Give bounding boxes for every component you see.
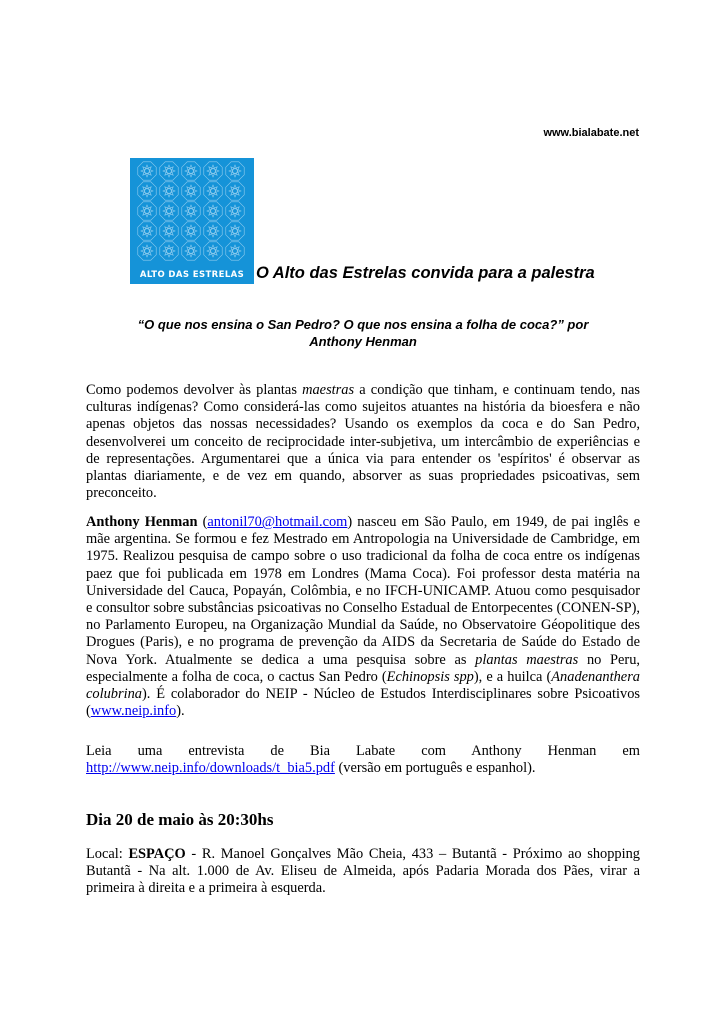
- talk-title: [86, 316, 640, 350]
- pattern-star: [141, 165, 153, 177]
- pattern-star: [185, 205, 197, 217]
- interview-pdf-link[interactable]: http://www.neip.info/downloads/t_bia5.pdf: [86, 760, 335, 777]
- logo-text: ALTO DAS ESTRELAS: [139, 270, 245, 280]
- abstract-text: Como podemos devolver às plantas: [86, 382, 303, 398]
- pattern-star: [163, 185, 175, 197]
- pattern-star: [163, 245, 175, 257]
- bio-text: (: [197, 514, 208, 530]
- location-label: Local:: [86, 846, 129, 862]
- pattern-star: [207, 165, 219, 177]
- pattern-star: [207, 245, 219, 257]
- venue-name: ESPAÇO: [128, 846, 186, 862]
- pattern-star: [229, 245, 241, 257]
- talk-title-line-1: “O que nos ensina o San Pedro? O que nos ensina a folha de coca?” por: [137, 317, 589, 332]
- pattern-star: [229, 165, 241, 177]
- invite-title: O Alto das Estrelas convida para a palestra: [256, 264, 595, 282]
- pattern-star: [207, 225, 219, 237]
- pattern-star: [163, 205, 175, 217]
- location-paragraph: [86, 846, 640, 898]
- bio-text: ) nasceu em São Paulo, em 1949, de pai inglês e mãe argentina. Se formou e fez Mestrado em Antropologia na Universidade de Cambridge, em 1975. Realizou pesquisa de campo sobre o uso tradicional da folha de coca entre os indígenas paez que foi publicada em 1978 em Londres (Mama Coca). Foi professor desta matéria na Universidade del Cauca, Popayán, Colômbia, e no IFCH-UNICAMP. Atuou como pesquisador e consultor sobre substâncias psicoativas no Conselho Estadual de Entorpecentes (CONEN-SP), no Parlamento Europeu, na Organização Mundial da Saúde, no Observatoire Géopolitique des Drogues (Paris), e no programa de prevenção da AIDS da Secretaria de Saúde do Estado de Nova York. Atualmente se dedica a uma pesquisa sobre as: [86, 514, 640, 668]
- pattern-star: [185, 245, 197, 257]
- pattern-star: [163, 225, 175, 237]
- talk-title-line-2: Anthony Henman: [309, 334, 417, 349]
- bio-paragraph: [86, 514, 640, 720]
- pattern-star: [185, 165, 197, 177]
- bio-emphasis: plantas maestras: [475, 651, 579, 668]
- bio-text: ).: [176, 703, 185, 720]
- pattern-star: [141, 185, 153, 197]
- email-link[interactable]: antonil70@hotmail.com: [207, 514, 348, 530]
- pattern-star: [207, 205, 219, 217]
- bio-text: ). É colaborador do NEIP - Núcleo de Estudos Interdisciplinares sobre Psicoativos (: [86, 686, 640, 720]
- interview-text: (versão em português e espanhol).: [334, 760, 536, 777]
- pattern-star: [141, 225, 153, 237]
- pattern-star: [229, 205, 241, 217]
- pattern-star: [141, 245, 153, 257]
- abstract-text: a condição que tinham, e continuam tendo, nas culturas indígenas? Como considerá-las como sujeitos atuantes na história da bioesfera e não apenas objetos das nossas necessidades? Usando os exemplos da coca e do San Pedro, desenvolverei um conceito de reciprocidade inter-subjetiva, um intercâmbio de experiências e de representações. Argumentarei que a única via para entender os 'espíritos' é observar as plantas diariamente, e de vez em quando, absorver as suas propriedades psicoativas, sem preconceito.: [86, 382, 640, 502]
- interview-paragraph: [86, 743, 640, 777]
- bio-emphasis: Echinopsis spp: [386, 668, 474, 685]
- star-pattern-icon: [136, 161, 248, 261]
- pattern-star: [185, 225, 197, 237]
- abstract-paragraph: [86, 382, 640, 502]
- neip-link[interactable]: www.neip.info: [90, 703, 177, 720]
- pattern-star: [185, 185, 197, 197]
- bio-emphasis: Anadenanthera colubrina: [86, 668, 640, 703]
- interview-line-2: [86, 760, 640, 777]
- alto-das-estrelas-logo: [130, 158, 254, 284]
- pattern-star: [207, 185, 219, 197]
- pattern-star: [229, 185, 241, 197]
- bio-text: ), e a huilca (: [473, 668, 552, 685]
- event-date-heading: Dia 20 de maio às 20:30hs: [86, 810, 274, 829]
- site-url: www.bialabate.net: [543, 127, 639, 139]
- abstract-emphasis: maestras: [302, 382, 355, 398]
- location-address: - R. Manoel Gonçalves Mão Cheia, 433 – Butantã - Próximo ao shopping Butantã - Na alt. 1.000 de Av. Eliseu de Almeida, após Padaria Morada dos Pães, virar a primeira à direita e a primeira à esquerda.: [86, 846, 640, 897]
- bio-name: Anthony Henman: [86, 514, 198, 530]
- interview-text: Leia uma entrevista de Bia Labate com Anthony Henman em: [86, 743, 640, 759]
- pattern-star: [141, 205, 153, 217]
- pattern-star: [229, 225, 241, 237]
- pattern-star: [163, 165, 175, 177]
- bio-text: no Peru, especialmente a folha de coca, o cactus San Pedro (: [86, 651, 641, 685]
